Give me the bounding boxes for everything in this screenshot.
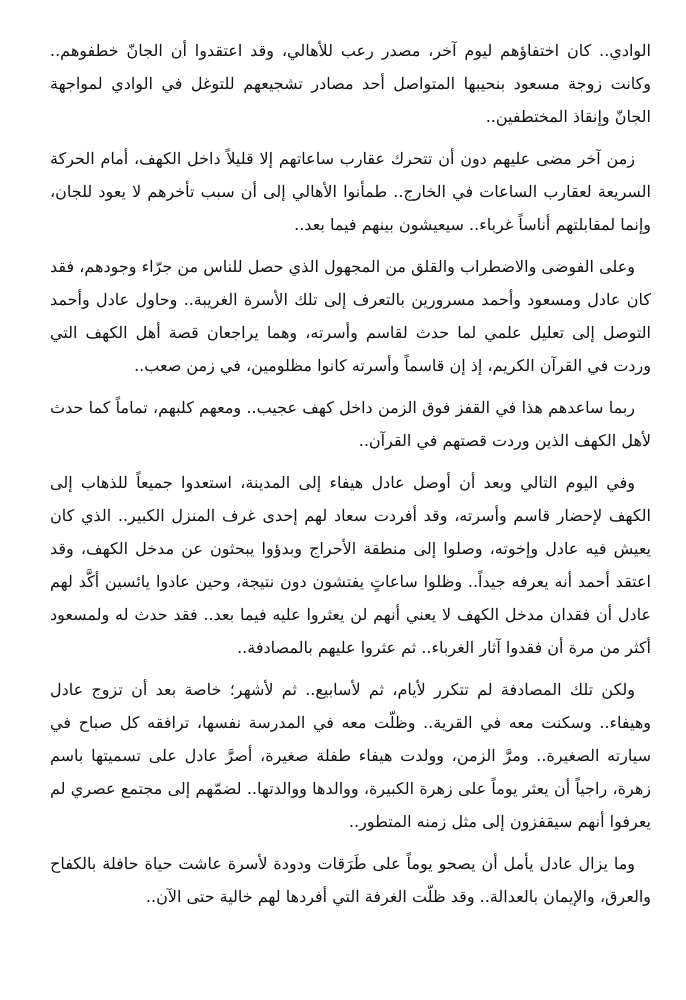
paragraph-1: الوادي.. كان اختفاؤهم ليوم آخر، مصدر رعب للأهالي، وقد اعتقدوا أن الجانّ خطفوهم.. وكانت زوجة مسعود بنحيبها المتواصل أحد مصادر تشجيعهم للتوغل في الوادي لمواجهة الجانّ وإنقاذ المختطفين.. (50, 41, 651, 126)
paragraph-7: وما يزال عادل يأمل أن يصحو يوماً على طَرَقات ودودة لأسرة عاشت حياة حافلة بالكفاح والعرق، والإيمان بالعدالة.. وقد ظلّت الغرفة التي أفردها لهم خالية حتى الآن.. (50, 854, 651, 906)
document-page (50, 34, 651, 922)
paragraph-4: ربما ساعدهم هذا في القفز فوق الزمن داخل كهف عجيب.. ومعهم كلبهم، تماماً كما حدث لأهل الكهف الذين وردت قصتهم في القرآن.. (50, 398, 651, 450)
paragraph-3: وعلى الفوضى والاضطراب والقلق من المجهول الذي حصل للناس من جرّاء وجودهم، فقد كان عادل ومسعود وأحمد مسرورين بالتعرف إلى تلك الأسرة الغريبة.. وحاول عادل وأحمد التوصل إلى تعليل علمي لما حدث لقاسم وأسرته، وهما يراجعان قصة أهل الكهف التي وردت في القرآن الكريم، إذ إن قاسماً وأسرته كانوا مظلومين، في زمن صعب.. (50, 257, 651, 375)
paragraph-2: زمن آخر مضى عليهم دون أن تتحرك عقارب ساعاتهم إلا قليلاً داخل الكهف، أمام الحركة السريعة لعقارب الساعات في الخارج.. طمأنوا الأهالي إلى أن سبب تأخرهم لا يعود للجان، وإنما لمقابلتهم أناساً غرباء.. سيعيشون بينهم فيما بعد.. (50, 149, 651, 234)
paragraph-6: ولكن تلك المصادفة لم تتكرر لأيام، ثم لأسابيع.. ثم لأشهر؛ خاصة بعد أن تزوج عادل وهيفاء.. وسكنت معه في القرية.. وظلّت معه في المدرسة نفسها، ترافقه كل صباح في سيارته الصغيرة.. ومرَّ الزمن، وولدت هيفاء طفلة صغيرة، أصرَّ عادل على تسميتها باسم زهرة، راجياً أن يعثر يوماً على زهرة الكبيرة، ووالدها ووالدتها.. لضمّهم إلى مجتمع عصري لم يعرفوا أنهم سيقفزون إلى مثل زمنه المتطور.. (50, 680, 652, 831)
paragraph-5: وفي اليوم التالي وبعد أن أوصل عادل هيفاء إلى المدينة، استعدوا جميعاً للذهاب إلى الكهف لإحضار قاسم وأسرته، وقد أفردت سعاد لهم إحدى غرف المنزل الكبير.. الذي كان يعيش فيه عادل وإخوته، وصلوا إلى منطقة الأحراج وبدؤوا يبحثون عن مدخل الكهف، وقد اعتقد أحمد أنه يعرفه جيداً.. وظلوا ساعاتٍ يفتشون دون نتيجة، وحين عادوا يائسين أكَّد لهم عادل أن فقدان مدخل الكهف لا يعني أنهم لن يعثروا عليه فيما بعد.. فقد حدث له ولمسعود أكثر من مرة أن فقدوا آثار الغرباء.. ثم عثروا عليهم بالمصادفة.. (50, 473, 651, 657)
